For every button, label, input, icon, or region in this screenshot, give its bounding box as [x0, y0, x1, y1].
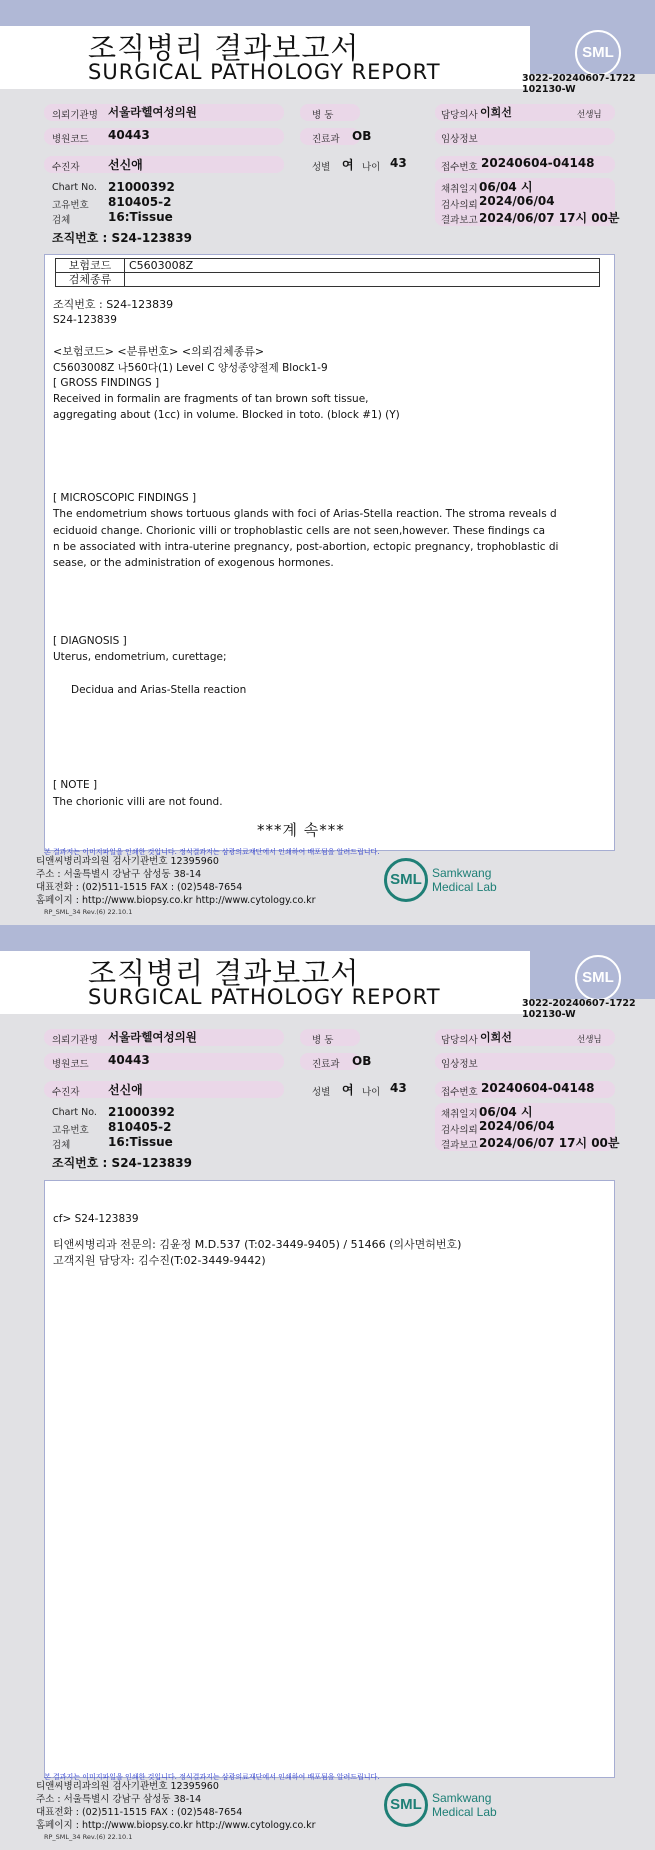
title-english: SURGICAL PATHOLOGY REPORT: [88, 60, 441, 84]
chart-value: 21000392: [108, 1105, 175, 1119]
doctor-suffix: 선생님: [577, 110, 602, 120]
tissue-number-label: 조직번호 :: [52, 1156, 108, 1170]
institution-label: 의뢰기관명: [52, 1035, 98, 1046]
samkwang-logo: SML: [384, 858, 428, 902]
clinical-label: 임상정보: [441, 1059, 478, 1070]
pathologist-line: 티앤씨병리과 전문의: 김윤정 M.D.537 (T:02-3449-9405) / 51466 (의사면허번호): [53, 1238, 462, 1251]
unique-label: 고유번호: [52, 200, 89, 211]
report-panel: [44, 254, 615, 851]
age-value: 43: [390, 156, 407, 170]
chart-label: Chart No.: [52, 1107, 97, 1118]
test-value: 2024/06/04: [479, 1119, 555, 1133]
report-page-2: [0, 925, 655, 1850]
collect-value: 06/04 시: [479, 180, 533, 194]
report-code-values: C5603008Z 나560다(1) Level C 양성종양절제 Block1-9: [53, 362, 328, 374]
footer-notice: 본 결과지는 이미지파일을 인쇄한 것입니다. 정식결과지는 삼광의료재단에서 인쇄하여 배포됨을 알려드립니다.: [44, 848, 380, 856]
samkwang-name: [432, 1791, 497, 1819]
company-name-line-2: Medical Lab: [432, 880, 497, 894]
hospital-code-value: 40443: [108, 128, 150, 142]
result-value: 2024/06/07 17시 00분: [479, 1136, 620, 1150]
sex-label: 성별: [312, 1087, 331, 1098]
sex-value: 여: [342, 1083, 354, 1097]
footer-lab: 티앤씨병리과의원 검사기관번호 12395960: [36, 856, 219, 867]
specimen-value: 16:Tissue: [108, 210, 173, 224]
institution-value: 서울라헬여성의원: [108, 105, 197, 119]
diagnosis-line: Uterus, endometrium, curettage;: [53, 651, 227, 663]
header-band: [0, 0, 655, 26]
tissue-number-label: 조직번호 :: [52, 231, 108, 245]
test-label: 검사의뢰: [441, 200, 478, 211]
tissue-number: [52, 1154, 192, 1171]
cf-line: cf> S24-123839: [53, 1213, 139, 1225]
samkwang-name: [432, 866, 497, 894]
microscopic-findings-line: The endometrium shows tortuous glands with foci of Arias-Stella reaction. The stroma reveals d: [53, 508, 557, 520]
customer-support-line: 고객지원 담당자: 김수진(T:02-3449-9442): [53, 1254, 266, 1267]
receipt-value: 20240604-04148: [481, 1081, 595, 1095]
specimen-label: 검체: [52, 1140, 71, 1151]
title-english: SURGICAL PATHOLOGY REPORT: [88, 985, 441, 1009]
document-number-line-1: 3022-20240607-1722: [522, 73, 636, 84]
patient-label: 수진자: [52, 162, 80, 173]
ins-code-label: 보험코드: [56, 259, 125, 273]
result-value: 2024/06/07 17시 00분: [479, 211, 620, 225]
doctor-label: 담당의사: [441, 110, 478, 121]
sml-logo: SML: [575, 30, 621, 76]
title-korean: 조직병리 결과보고서: [88, 956, 360, 990]
age-label: 나이: [362, 162, 381, 173]
report-code-headers: <보험코드> <분류번호> <의뢰검체종류>: [53, 345, 265, 358]
microscopic-findings-line: eciduoid change. Chorionic villi or trophoblastic cells are not seen,however. These findings ca: [53, 525, 546, 537]
doctor-value: 이희선: [480, 106, 512, 119]
footer-form-number: RP_SML_34 Rev.(6) 22.10.1: [44, 908, 133, 916]
receipt-value: 20240604-04148: [481, 156, 595, 170]
dept-value: OB: [352, 129, 372, 143]
receipt-label: 접수번호: [441, 1087, 478, 1098]
tissue-number-value: S24-123839: [111, 231, 192, 245]
footer-address: 주소 : 서울특별시 강남구 삼성동 38-14: [36, 1794, 202, 1805]
document-number-line-1: 3022-20240607-1722: [522, 998, 636, 1009]
ward-label: 병 동: [312, 1035, 334, 1046]
institution-label: 의뢰기관명: [52, 110, 98, 121]
note-line: The chorionic villi are not found.: [53, 796, 223, 808]
doctor-label: 담당의사: [441, 1035, 478, 1046]
collect-label: 채취일지: [441, 1109, 478, 1120]
test-value: 2024/06/04: [479, 194, 555, 208]
document-number: [522, 73, 636, 95]
specimen-type-value: [125, 273, 600, 287]
dept-value: OB: [352, 1054, 372, 1068]
ward-label: 병 동: [312, 110, 334, 121]
report-panel: [44, 1180, 615, 1778]
gross-findings-title: [ GROSS FINDINGS ]: [53, 377, 160, 389]
unique-value: 810405-2: [108, 1120, 172, 1134]
collect-label: 채취일지: [441, 184, 478, 195]
patient-value: 선신애: [108, 158, 143, 172]
patient-label: 수진자: [52, 1087, 80, 1098]
result-label: 결과보고: [441, 215, 478, 226]
dept-label: 진료과: [312, 1059, 340, 1070]
patient-value: 선신애: [108, 1083, 143, 1097]
pill-patient: [44, 1081, 284, 1098]
microscopic-findings-line: n be associated with intra-uterine pregnancy, post-abortion, ectopic pregnancy, trophoblastic di: [53, 541, 559, 553]
pill-patient: [44, 156, 284, 173]
sex-label: 성별: [312, 162, 331, 173]
microscopic-findings-title: [ MICROSCOPIC FINDINGS ]: [53, 492, 197, 504]
company-name-line-1: Samkwang: [432, 1791, 492, 1805]
hospital-code-value: 40443: [108, 1053, 150, 1067]
table-row: [56, 273, 600, 287]
header-band: [0, 925, 655, 951]
doctor-value: 이희선: [480, 1031, 512, 1044]
footer-homepage: 홈페이지 : http://www.biopsy.co.kr http://www.cytology.co.kr: [36, 1820, 316, 1831]
samkwang-logo: SML: [384, 1783, 428, 1827]
specimen-label: 검체: [52, 215, 71, 226]
test-label: 검사의뢰: [441, 1125, 478, 1136]
chart-label: Chart No.: [52, 182, 97, 193]
doctor-suffix: 선생님: [577, 1035, 602, 1045]
unique-value: 810405-2: [108, 195, 172, 209]
hospital-code-label: 병원코드: [52, 1059, 89, 1070]
footer-phone: 대표전화 : (02)511-1515 FAX : (02)548-7654: [36, 1807, 243, 1818]
table-row: [56, 259, 600, 273]
unique-label: 고유번호: [52, 1125, 89, 1136]
company-name-line-2: Medical Lab: [432, 1805, 497, 1819]
tissue-number: [52, 229, 192, 246]
note-title: [ NOTE ]: [53, 779, 98, 791]
dept-label: 진료과: [312, 134, 340, 145]
receipt-label: 접수번호: [441, 162, 478, 173]
microscopic-findings-line: sease, or the administration of exogenous hormones.: [53, 557, 334, 569]
diagnosis-line: Decidua and Arias-Stella reaction: [71, 684, 247, 696]
ins-code-value: C5603008Z: [125, 259, 600, 273]
sml-logo: SML: [575, 955, 621, 1001]
footer-notice: 본 결과지는 이미지파일을 인쇄한 것입니다. 정식결과지는 삼광의료재단에서 인쇄하여 배포됨을 알려드립니다.: [44, 1773, 380, 1781]
sex-value: 여: [342, 158, 354, 172]
title-korean: 조직병리 결과보고서: [88, 31, 360, 65]
tissue-number-value: S24-123839: [111, 1156, 192, 1170]
document-number-line-2: 102130-W: [522, 84, 576, 95]
gross-findings-line: aggregating about (1cc) in volume. Blocked in toto. (block #1) (Y): [53, 409, 400, 421]
specimen-value: 16:Tissue: [108, 1135, 173, 1149]
gross-findings-line: Received in formalin are fragments of tan brown soft tissue,: [53, 393, 369, 405]
continued-mark: ***계 속***: [257, 821, 345, 839]
age-label: 나이: [362, 1087, 381, 1098]
report-tissue-line: 조직번호 : S24-123839: [53, 298, 174, 311]
footer-address: 주소 : 서울특별시 강남구 삼성동 38-14: [36, 869, 202, 880]
footer-form-number: RP_SML_34 Rev.(6) 22.10.1: [44, 1833, 133, 1841]
footer-homepage: 홈페이지 : http://www.biopsy.co.kr http://www.cytology.co.kr: [36, 895, 316, 906]
hospital-code-label: 병원코드: [52, 134, 89, 145]
diagnosis-title: [ DIAGNOSIS ]: [53, 635, 127, 647]
result-label: 결과보고: [441, 1140, 478, 1151]
specimen-type-label: 검체종류: [56, 273, 125, 287]
report-tissue-id: S24-123839: [53, 314, 117, 326]
institution-value: 서울라헬여성의원: [108, 1030, 197, 1044]
footer-lab: 티앤씨병리과의원 검사기관번호 12395960: [36, 1781, 219, 1792]
document-number-line-2: 102130-W: [522, 1009, 576, 1020]
age-value: 43: [390, 1081, 407, 1095]
chart-value: 21000392: [108, 180, 175, 194]
footer-phone: 대표전화 : (02)511-1515 FAX : (02)548-7654: [36, 882, 243, 893]
document-number: [522, 998, 636, 1020]
clinical-label: 임상정보: [441, 134, 478, 145]
code-table: [55, 258, 600, 287]
collect-value: 06/04 시: [479, 1105, 533, 1119]
company-name-line-1: Samkwang: [432, 866, 492, 880]
